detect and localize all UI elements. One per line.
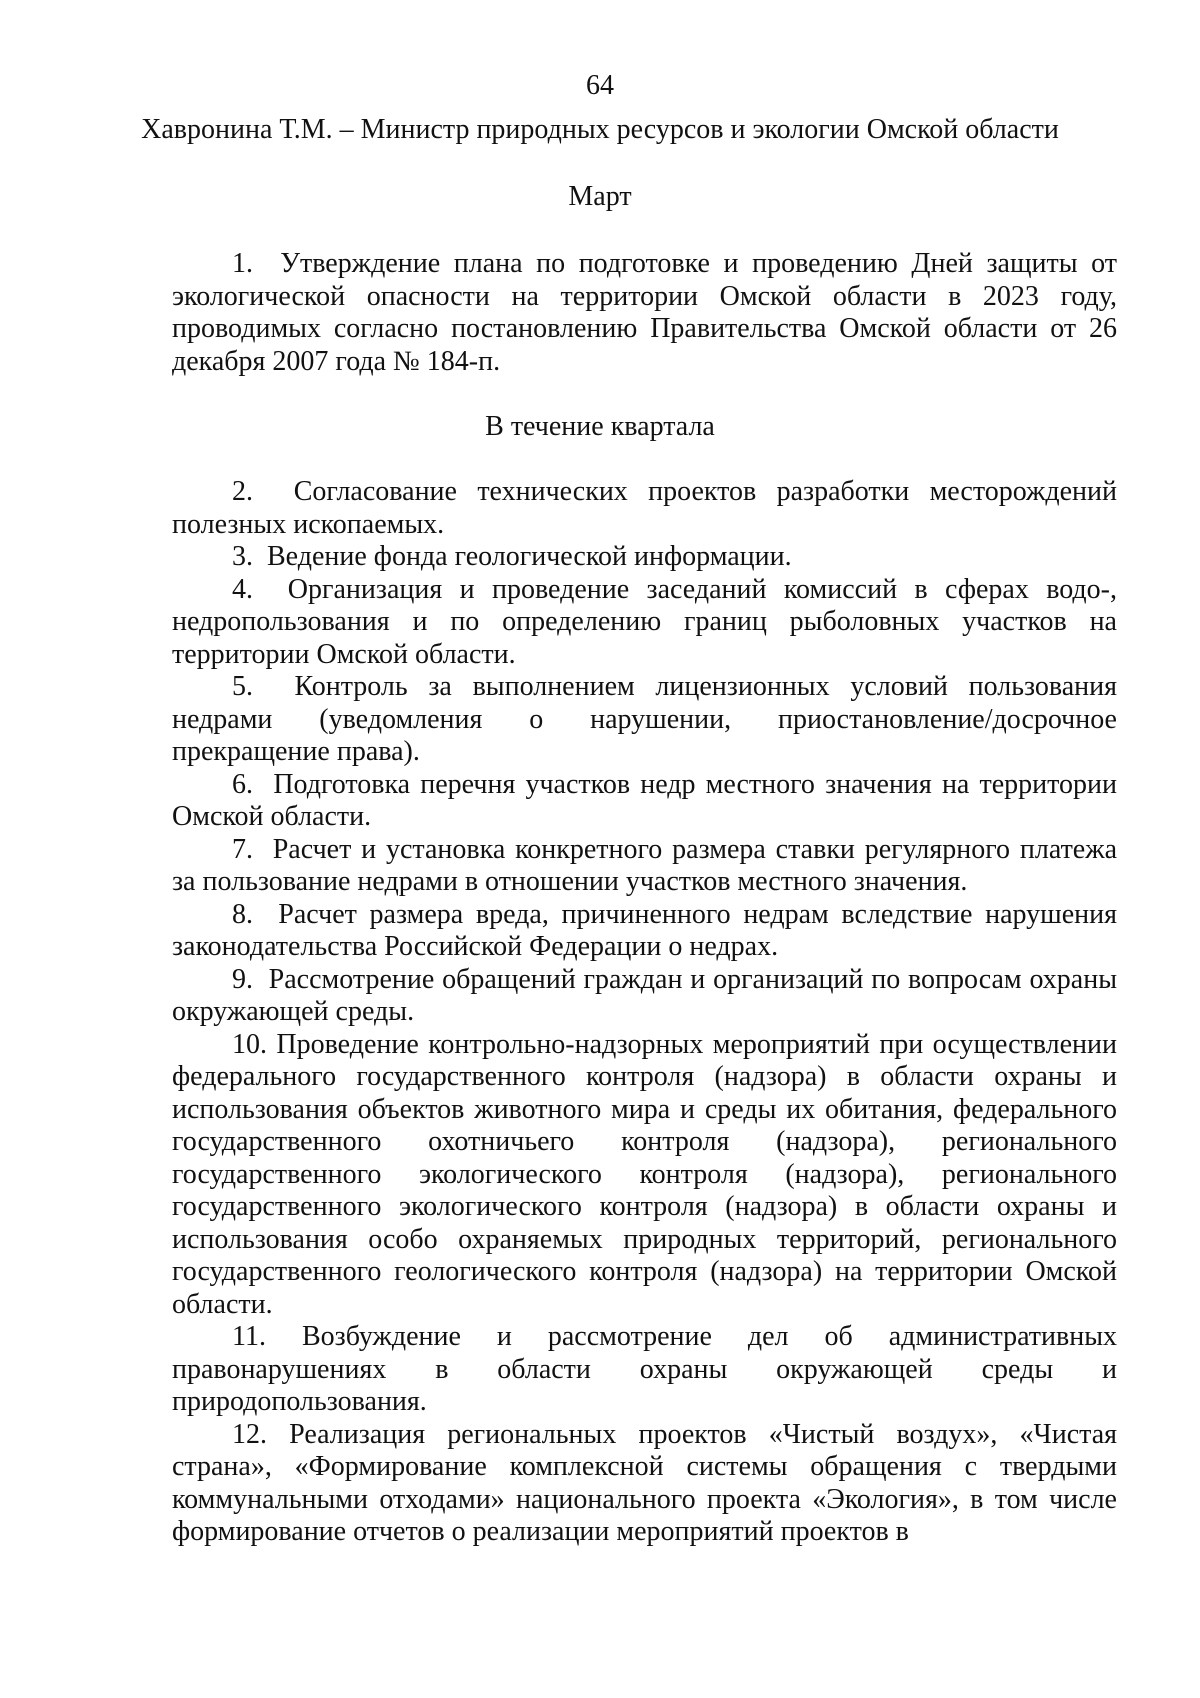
list-item	[172, 899, 1117, 964]
item-text: Реализация региональных проектов «Чистый воздух», «Чистая страна», «Формирование комплексной системы обращения с твердыми коммунальными отходами» национального проекта «Экология», в том числе формирование отчетов о реализации мероприятий проектов в	[172, 1418, 1118, 1547]
list-item	[172, 964, 1117, 1029]
item-text: Расчет размера вреда, причиненного недрам вследствие нарушения законодательства Российской Федерации о недрах.	[172, 898, 1117, 962]
item-number: 8.	[232, 898, 253, 930]
list-item	[172, 476, 1117, 541]
list-item	[172, 248, 1117, 378]
list-item	[172, 1321, 1117, 1419]
item-text: Ведение фонда геологической информации.	[267, 541, 792, 572]
item-number: 12.	[232, 1418, 267, 1450]
section-march-body	[172, 248, 1117, 378]
item-number: 9.	[232, 963, 253, 995]
item-number: 4.	[232, 573, 253, 605]
list-item	[172, 1029, 1117, 1322]
item-number: 10.	[232, 1028, 267, 1060]
list-item	[172, 769, 1117, 834]
item-number: 11.	[232, 1321, 266, 1352]
item-text: Проведение контрольно-надзорных мероприятий при осуществлении федерального государственного контроля (надзора) в области охраны и использования объектов животного мира и среды их обитания, федерального государственного охотничьего контроля (надзора), регионального государственного экологического контроля (надзора), регионального государственного экологического контроля (надзора) в области охраны и использования особо охраняемых природных территорий, регионального государственного геологического контроля (надзора) на территории Омской области.	[172, 1028, 1117, 1320]
item-number: 7.	[232, 833, 253, 865]
list-item	[172, 834, 1117, 899]
section-heading-quarter: В течение квартала	[485, 411, 715, 442]
section-quarter-body	[172, 476, 1117, 1549]
item-text: Расчет и установка конкретного размера ставки регулярного платежа за пользование недрами в отношении участков местного значения.	[172, 833, 1118, 897]
item-number: 1.	[232, 248, 253, 279]
list-item	[172, 671, 1117, 769]
list-item	[172, 1419, 1117, 1549]
item-text: Контроль за выполнением лицензионных условий пользования недрами (уведомления о нарушении, приостановление/досрочное прекращение права).	[172, 671, 1118, 767]
section-heading-march: Март	[568, 181, 632, 212]
document-header: Хавронина Т.М. – Министр природных ресурсов и экологии Омской области	[141, 114, 1059, 145]
item-number: 5.	[232, 671, 253, 702]
item-text: Организация и проведение заседаний комиссий в сферах водо-, недропользования и по определению границ рыболовных участков на территории Омской области.	[172, 573, 1117, 670]
item-number: 2.	[232, 476, 253, 507]
item-text: Подготовка перечня участков недр местного значения на территории Омской области.	[172, 768, 1117, 832]
item-text: Возбуждение и рассмотрение дел об административных правонарушениях в области охраны окружающей среды и природопользования.	[172, 1321, 1118, 1417]
item-number: 3.	[232, 541, 253, 572]
list-item	[172, 574, 1117, 672]
page-number: 64	[586, 70, 614, 101]
list-item	[172, 541, 1117, 574]
item-text: Рассмотрение обращений граждан и организаций по вопросам охраны окружающей среды.	[172, 963, 1118, 1027]
item-text: Утверждение плана по подготовке и проведению Дней защиты от экологической опасности на территории Омской области в 2023 году, проводимых согласно постановлению Правительства Омской области от 26 декабря 2007 года № 184-п.	[172, 248, 1117, 377]
item-text: Согласование технических проектов разработки месторождений полезных ископаемых.	[172, 476, 1117, 540]
item-number: 6.	[232, 768, 253, 800]
